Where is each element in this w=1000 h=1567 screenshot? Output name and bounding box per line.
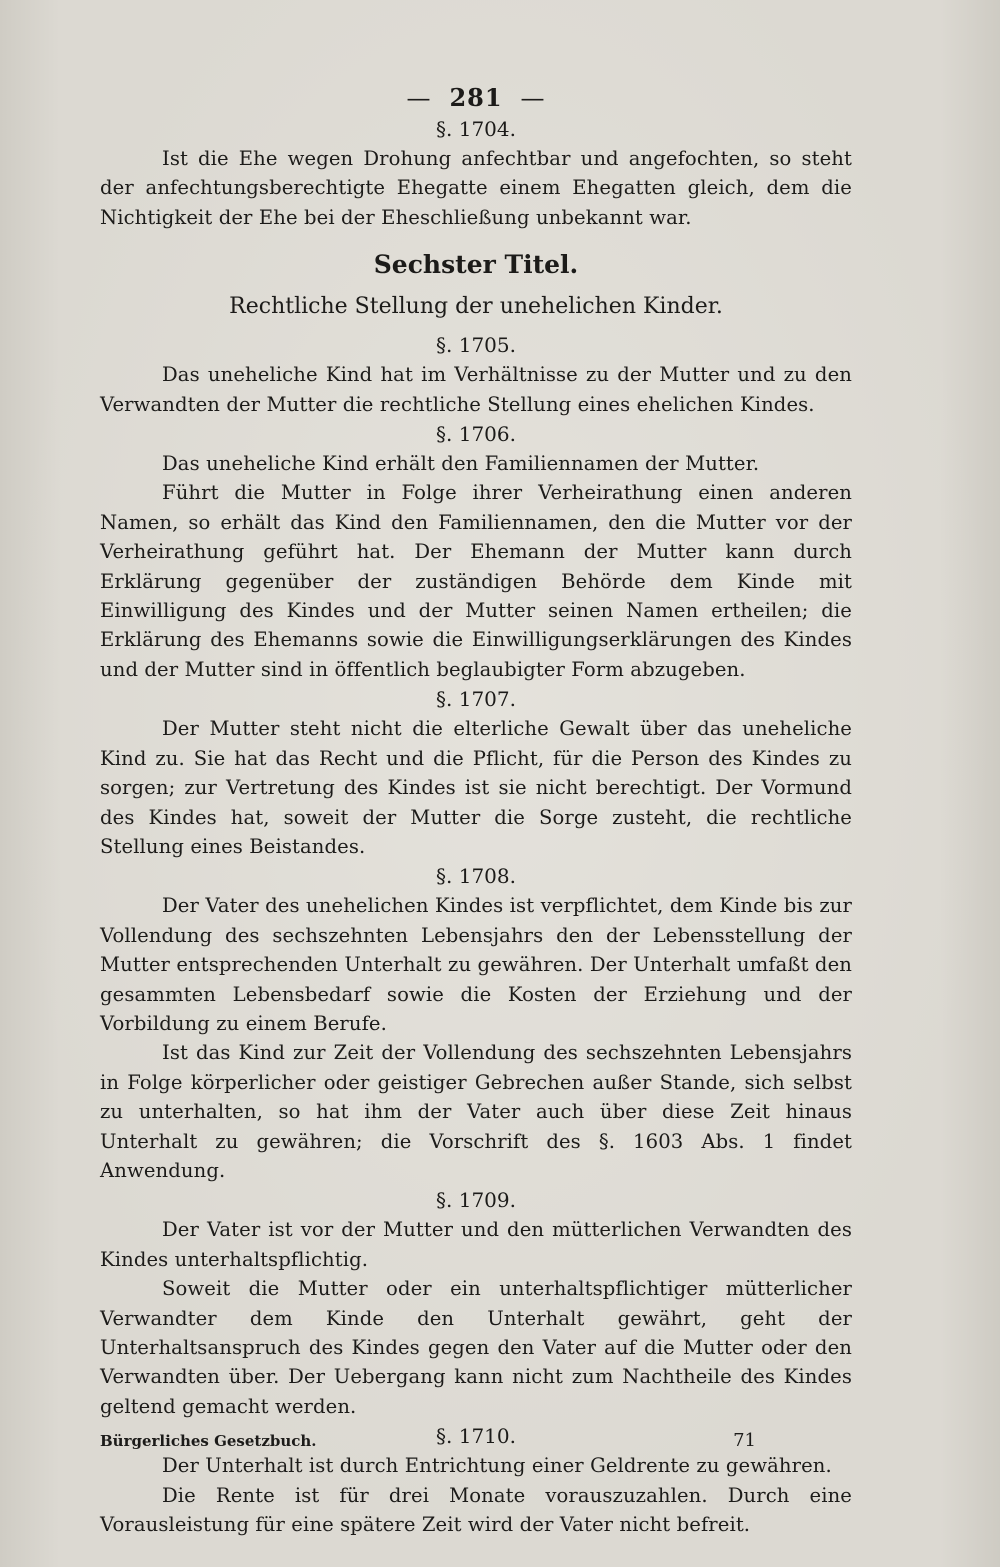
section-heading-1709: §. 1709.	[436, 1188, 516, 1213]
chapter-subtitle: Rechtliche Stellung der unehelichen Kinder.	[229, 294, 723, 320]
footer-source: Bürgerliches Gesetzbuch.	[100, 1432, 317, 1450]
paragraph-1705-1: Das uneheliche Kind hat im Verhältnisse zu der Mutter und zu den Verwandten der Mutter die rechtliche Stellung eines ehelichen Kindes.	[100, 363, 852, 416]
page-footer	[100, 1426, 852, 1456]
section-heading-1707: §. 1707.	[436, 687, 516, 712]
section-heading-1704: §. 1704.	[436, 117, 516, 141]
header-dash-right: —	[520, 84, 546, 112]
footer-sheet-number: 71	[733, 1430, 756, 1451]
paragraph-1710-2: Die Rente ist für drei Monate vorauszuzahlen. Durch eine Vorausleistung für eine spätere Zeit wird der Vater nicht befreit.	[100, 1483, 852, 1537]
paragraph-1707-1: Der Mutter steht nicht die elterliche Gewalt über das uneheliche Kind zu. Sie hat das Recht und die Pflicht, für die Person des Kindes zu sorgen; zur Vertretung des Kindes ist sie nicht berechtigt. Der Vormund des Kindes hat, soweit der Mutter die Sorge zusteht, die rechtliche Stellung eines Beistandes.	[100, 717, 852, 858]
section-heading-1710: §. 1710.	[436, 1424, 516, 1449]
chapter-title: Sechster Titel.	[373, 250, 579, 280]
paragraph-1708-1: Der Vater des unehelichen Kindes ist verpflichtet, dem Kinde bis zur Vollendung des sechszehnten Lebensjahrs den der Lebensstellung der Mutter entsprechenden Unterhalt zu gewähren. Der Unterhalt umfaßt den gesammten Lebensbedarf sowie die Kosten der Erziehung und der Vorbildung zu einem Berufe.	[100, 894, 852, 1035]
page-number: 281	[449, 83, 503, 112]
paragraph-1708-2: Ist das Kind zur Zeit der Vollendung des sechszehnten Lebensjahrs in Folge körperlicher oder geistiger Gebrechen außer Stande, sich selbst zu unterhalten, so hat ihm der Vater auch über diese Zeit hinaus Unterhalt zu gewähren; die Vorschrift des §. 1603 Abs. 1 findet Anwendung.	[100, 1041, 852, 1182]
paragraph-1706-2: Führt die Mutter in Folge ihrer Verheirathung einen anderen Namen, so erhält das Kind den Familiennamen, den die Mutter vor der Verheirathung geführt hat. Der Ehemann der Mutter kann durch Erklärung gegenüber der zuständigen Behörde dem Kinde mit Einwilligung des Kindes und der Mutter seinen Namen ertheilen; die Erklärung des Ehemanns sowie die Einwilligungserklärungen des Kindes und der Mutter sind in öffentlich beglaubigter Form abzugeben.	[100, 481, 852, 681]
paragraph-1706-1: Das uneheliche Kind erhält den Familiennamen der Mutter.	[162, 452, 760, 476]
paragraph-1710-1: Der Unterhalt ist durch Entrichtung einer Geldrente zu gewähren.	[162, 1454, 832, 1478]
paragraph-1704-1: Ist die Ehe wegen Drohung anfechtbar und angefochten, so steht der anfechtungsberechtigte Ehegatte einem Ehegatten gleich, dem die Nichtigkeit der Ehe bei der Eheschließung unbekannt war.	[100, 147, 852, 229]
section-heading-1708: §. 1708.	[436, 864, 516, 889]
paragraph-1709-2: Soweit die Mutter oder ein unterhaltspflichtiger mütterlicher Verwandter dem Kinde den Unterhalt gewährt, geht der Unterhaltsanspruch des Kindes gegen den Vater auf die Mutter oder den Verwandten über. Der Uebergang kann nicht zum Nachtheile des Kindes geltend gemacht werden.	[100, 1277, 852, 1418]
page-text-block	[100, 82, 852, 1539]
paragraph-1709-1: Der Vater ist vor der Mutter und den mütterlichen Verwandten des Kindes unterhaltspflichtig.	[100, 1218, 852, 1271]
header-dash-left: —	[406, 84, 432, 112]
page-number-header	[100, 82, 852, 114]
section-heading-1706: §. 1706.	[436, 422, 516, 447]
section-heading-1705: §. 1705.	[436, 333, 516, 358]
